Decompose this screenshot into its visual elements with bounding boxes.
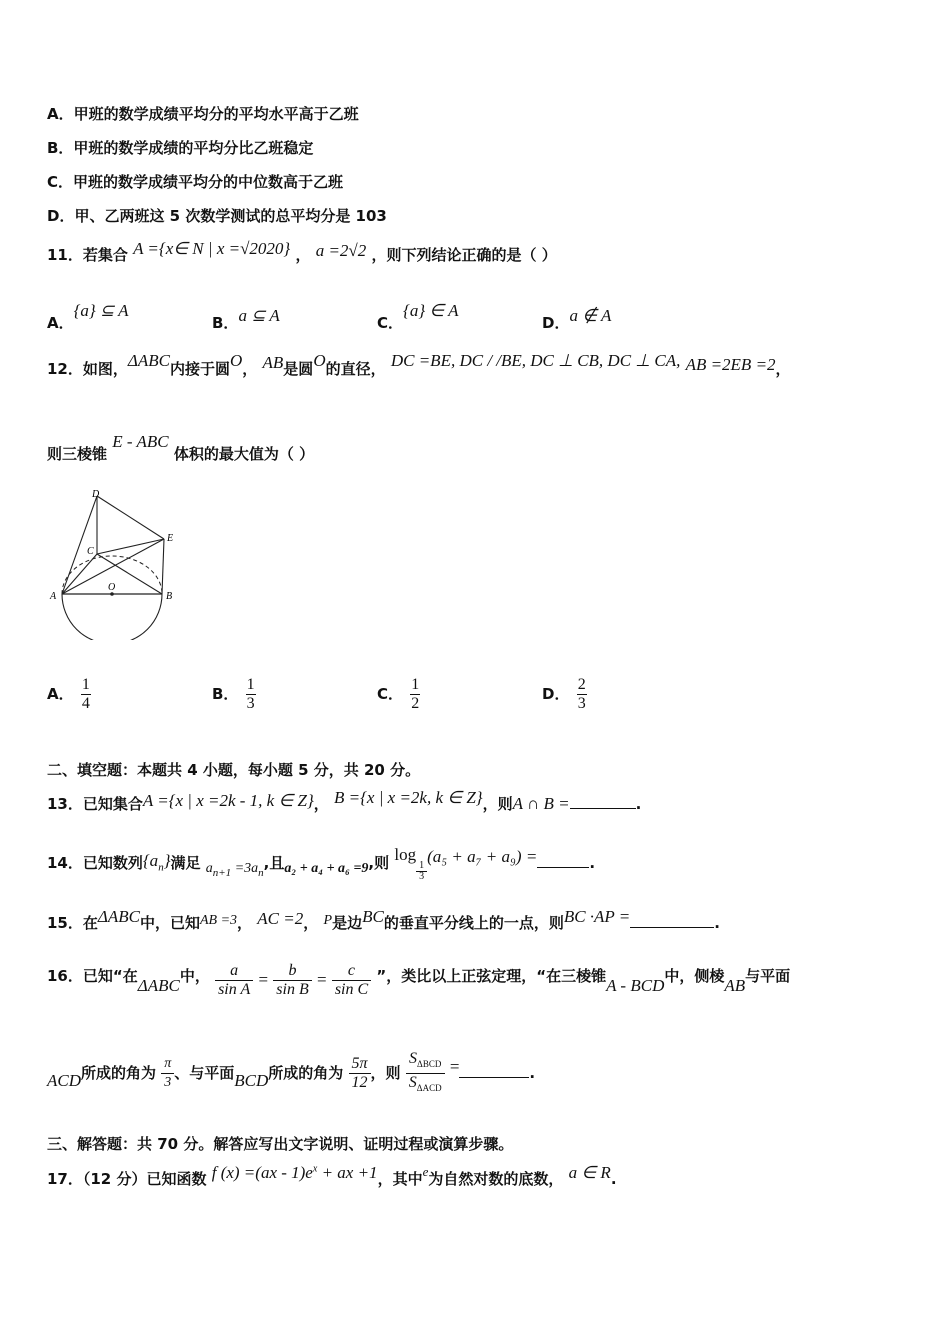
q12-option-d: D． $\frac{2}{3}$ bbox=[542, 676, 586, 712]
q12-option-a: A． $\frac{1}{4}$ bbox=[47, 676, 90, 712]
q11-a-expr: a =2√2 bbox=[315, 241, 367, 260]
q12-line2: 则三棱锥 E - ABC 体积的最大值为（ ） bbox=[47, 432, 315, 463]
q11-option-d: D．a ∉ A bbox=[542, 306, 612, 332]
edge-ce bbox=[97, 539, 164, 554]
q10-option-a: A．甲班的数学成绩平均分的平均水平高于乙班 bbox=[47, 105, 359, 123]
q16-answer-blank[interactable] bbox=[459, 1063, 529, 1078]
q15-stem: 15．在ΔABC中，已知AB =3， AC =2， P是边BC的垂直平分线上的一点，则BC ·AP = . bbox=[47, 907, 720, 932]
q11-stem: 11．若集合 A ={x∈ N | x =√2020} ， a =2√2 ，则下列结论正确的是（ ） bbox=[47, 239, 557, 264]
semicircle-lower bbox=[62, 594, 162, 640]
q13-answer-blank[interactable] bbox=[570, 794, 636, 809]
label-d: D bbox=[92, 489, 100, 500]
q10-option-b: B．甲班的数学成绩的平均分比乙班稳定 bbox=[47, 139, 314, 157]
label-c: C bbox=[87, 546, 94, 557]
section-2-heading: 二、填空题：本题共 4 小题，每小题 5 分，共 20 分。 bbox=[47, 761, 421, 779]
q13-stem: 13．已知集合A ={x | x =2k - 1, k ∈ Z}， B ={x | x =2k, k ∈ Z}，则A ∩ B = . bbox=[47, 788, 642, 813]
q12-option-b: B． $\frac{1}{3}$ bbox=[212, 676, 255, 712]
edge-de bbox=[97, 496, 164, 539]
label-e: E bbox=[167, 533, 174, 544]
q11-option-b: B．a ⊆ A bbox=[212, 306, 280, 332]
edge-ad bbox=[62, 496, 97, 594]
q11-option-a: A．{a} ⊆ A bbox=[47, 301, 129, 332]
edge-ac bbox=[62, 554, 97, 594]
q10-option-c: C．甲班的数学成绩平均分的中位数高于乙班 bbox=[47, 173, 344, 191]
q12-geometry-figure bbox=[40, 484, 190, 640]
label-o: O bbox=[108, 582, 116, 593]
q12-option-c: C． $\frac{1}{2}$ bbox=[377, 676, 420, 712]
section-3-heading: 三、解答题：共 70 分。解答应写出文字说明、证明过程或演算步骤。 bbox=[47, 1135, 514, 1153]
q16-stem-line2: ACD所成的角为 $\frac{\pi}{3}$ 、与平面BCD所成的角为 $\frac{5\pi}{12}$ ，则 $\frac{S_{\Delta BCD}}{S_{\Delta ACD}}$ = . bbox=[47, 1050, 536, 1094]
label-b: B bbox=[166, 591, 173, 602]
q17-stem: 17．（12 分）已知函数 f $(x) =(ax - 1)e^x$ + ax +1，其中e为自然对数的底数， a ∈ R. bbox=[47, 1163, 617, 1188]
q14-stem: 14．已知数列$\{a_n\}$满足 $a_{n+1} =3a_n$,且a₂ + a₄ + a₆ =9,则 log $\frac{1}{3}$ (a₅ + a₇ + a₉) = . bbox=[47, 845, 596, 882]
q14-answer-blank[interactable] bbox=[537, 853, 589, 868]
edge-cb bbox=[97, 554, 162, 594]
q12-stem: 12．如图，ΔABC内接于圆O， AB是圆O的直径， DC =BE, DC / /BE, DC ⊥ CB, DC ⊥ CA, AB =2EB =2， bbox=[47, 351, 791, 378]
q16-stem-line1: 16．已知“在ΔABC中， $\frac{a}{\text{sin A}}$ = $\frac{b}{\text{sin B}}$ = $\frac{c}{\text{sin C}}$ ”，类比以上正弦定理，“在三棱锥A - BCD中，侧棱AB与平面 bbox=[47, 962, 791, 998]
q10-option-d: D．甲、乙两班这 5 次数学测试的总平均分是 103 bbox=[47, 207, 387, 225]
label-a: A bbox=[50, 591, 57, 602]
edge-eb bbox=[162, 539, 164, 594]
q12-ab-eq: AB =2EB =2 bbox=[685, 355, 776, 374]
q11-option-c: C．{a} ∈ A bbox=[377, 301, 459, 332]
q15-answer-blank[interactable] bbox=[630, 913, 714, 928]
q12-conditions: DC =BE, DC / /BE, DC ⊥ CB, DC ⊥ CA, bbox=[390, 351, 681, 370]
q11-set-expr: A ={x∈ N | x =√2020} bbox=[133, 239, 291, 258]
